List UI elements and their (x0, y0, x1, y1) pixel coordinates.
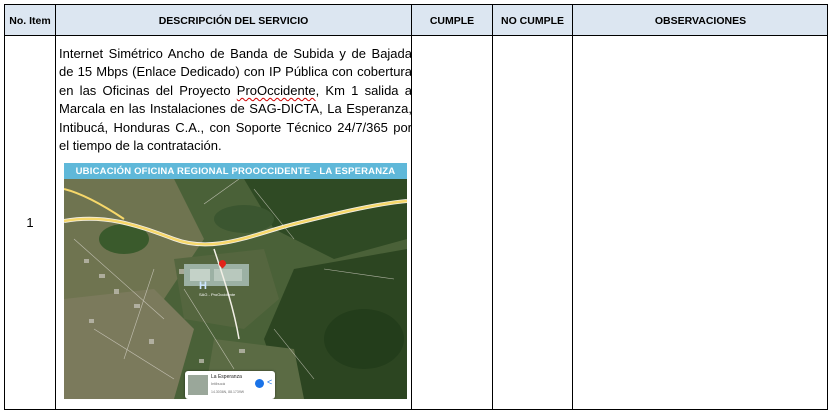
place-region: Intibucá (211, 381, 226, 386)
header-not-complies: NO CUMPLE (501, 14, 564, 27)
directions-icon (255, 379, 264, 388)
place-thumbnail (188, 375, 208, 395)
place-coordinates: 14.3036N, 88.1739W (211, 390, 245, 394)
service-table (4, 4, 828, 410)
header-observations: OBSERVACIONES (654, 14, 747, 27)
header-complies: CUMPLE (429, 14, 475, 27)
map-marker-label (199, 281, 235, 297)
map-title: UBICACIÓN OFICINA REGIONAL PROOCCIDENTE - LA ESPERANZA (64, 163, 407, 179)
sag-logo: H (199, 280, 207, 292)
share-icon: < (267, 377, 273, 387)
misspelled-word: ProOccidente (236, 82, 316, 98)
map-info-card (185, 371, 275, 399)
location-map (64, 163, 407, 399)
marker-label: SAG - ProOccidente (199, 292, 236, 297)
description-text-start: Internet Simétrico Ancho de Banda de Subida y de Bajada de 15 Mbps (Enlace Dedicado) con IP Pública con cobertura en las Oficinas del Proyecto (59, 46, 412, 98)
column-divider (572, 5, 573, 409)
service-description (59, 45, 412, 155)
column-divider (492, 5, 493, 409)
description-text-end: , Km 1 salida a Marcala en las Instalaciones de SAG-DICTA, La Esperanza, Intibucá, Honduras C.A., con Soporte Técnico 24/7/365 por el tiempo de la contratación. (59, 82, 412, 154)
header-item: No. Item (9, 14, 51, 27)
item-number: 1 (26, 215, 34, 230)
place-name: La Esperanza (211, 374, 242, 380)
column-divider (55, 5, 56, 409)
satellite-image (64, 179, 407, 399)
header-description: DESCRIPCIÓN DEL SERVICIO (158, 14, 309, 27)
